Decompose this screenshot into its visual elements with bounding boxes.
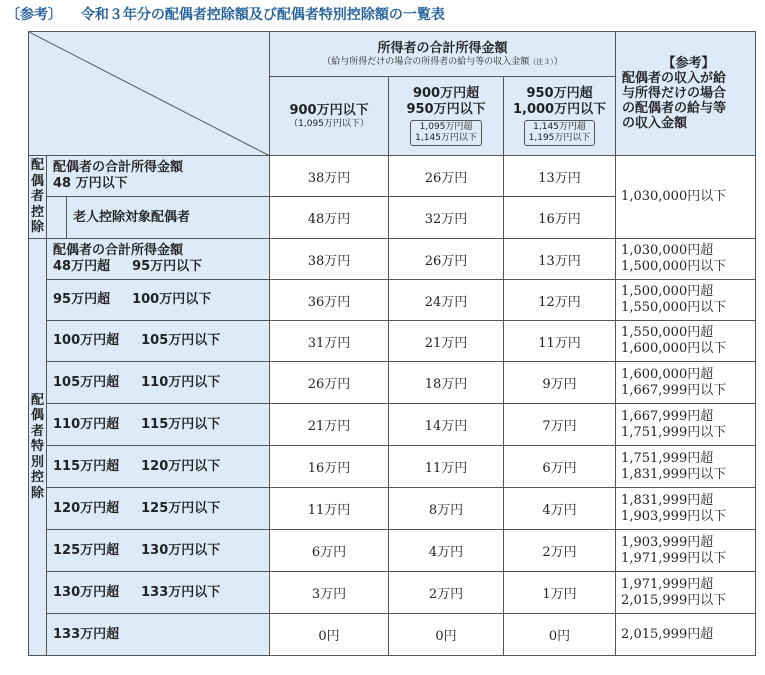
spouse-indent-cell bbox=[47, 197, 67, 239]
special-range-label: 95万円超 100万円以下 bbox=[47, 280, 270, 321]
title-reference-label: 〔参考〕 bbox=[6, 7, 62, 23]
special-reference-value: 1,667,999円超 1,751,999円以下 bbox=[616, 404, 756, 446]
column-header-1-main: 900万円以下 bbox=[289, 102, 369, 118]
special-deduction-value: 14万円 bbox=[389, 404, 504, 446]
special-reference-value: 1,600,000円超 1,667,999円以下 bbox=[616, 362, 756, 404]
special-deduction-value: 9万円 bbox=[504, 362, 616, 404]
special-range-label: 100万円超 105万円以下 bbox=[47, 321, 270, 362]
income-header-title: 所得者の合計所得金額 bbox=[377, 40, 508, 56]
income-header-note: （注３） bbox=[529, 57, 554, 66]
special-deduction-value: 24万円 bbox=[389, 280, 504, 321]
spouse-income-label bbox=[47, 156, 270, 197]
special-deduction-value: 12万円 bbox=[504, 280, 616, 321]
column-header-1-sub: （1,095万円以下） bbox=[289, 118, 369, 129]
elderly-deduction-value: 48万円 bbox=[270, 197, 389, 239]
special-deduction-value: 31万円 bbox=[270, 321, 389, 362]
special-deduction-value: 6万円 bbox=[270, 530, 389, 572]
special-deduction-value: 4万円 bbox=[389, 530, 504, 572]
special-reference-value: 1,903,999円超 1,971,999円以下 bbox=[616, 530, 756, 572]
elderly-deduction-value: 32万円 bbox=[389, 197, 504, 239]
special-deduction-value: 11万円 bbox=[389, 446, 504, 488]
income-header-sub: （給与所得だけの場合の所得者の給与等の収入金額$^{(注3)}$） bbox=[322, 56, 563, 67]
special-deduction-value: 8万円 bbox=[389, 488, 504, 530]
spouse-income-label-line-1: 配偶者の合計所得金額 bbox=[53, 160, 184, 175]
special-range-label: 110万円超 115万円以下 bbox=[47, 404, 270, 446]
special-deduction-value: 1万円 bbox=[504, 572, 616, 614]
special-deduction-value: 0円 bbox=[270, 614, 389, 656]
spouse-deduction-value: 26万円 bbox=[389, 156, 504, 197]
header-corner-cell bbox=[29, 32, 270, 156]
special-deduction-group-label: 配 偶 者 特 別 控 除 bbox=[29, 239, 47, 656]
special-range-label: 130万円超 133万円以下 bbox=[47, 572, 270, 614]
column-header-2 bbox=[389, 77, 504, 156]
column-header-2-main-1: 900万円超 bbox=[412, 86, 480, 101]
special-deduction-value: 0円 bbox=[504, 614, 616, 656]
special-reference-value: 1,500,000円超 1,550,000円以下 bbox=[616, 280, 756, 321]
special-reference-value: 1,030,000円超 1,500,000円以下 bbox=[616, 239, 756, 280]
special-reference-value: 1,751,999円超 1,831,999円以下 bbox=[616, 446, 756, 488]
special-deduction-value: 18万円 bbox=[389, 362, 504, 404]
special-deduction-value: 13万円 bbox=[504, 239, 616, 280]
special-deduction-value: 2万円 bbox=[504, 530, 616, 572]
special-range-label: 115万円超 120万円以下 bbox=[47, 446, 270, 488]
special-range-label: 120万円超 125万円以下 bbox=[47, 488, 270, 530]
column-header-3-main-1: 950万円超 bbox=[526, 86, 593, 101]
special-deduction-value: 6万円 bbox=[504, 446, 616, 488]
elderly-spouse-label: 老人控除対象配偶者 bbox=[67, 197, 270, 239]
spouse-deduction-group-label: 配 偶 者 控 除 bbox=[29, 156, 47, 239]
reference-header-line-1: 【参考】 bbox=[662, 56, 715, 71]
elderly-deduction-value: 16万円 bbox=[504, 197, 616, 239]
special-range-label: 配偶者の合計所得金額 48万円超 95万円以下 bbox=[47, 239, 270, 280]
special-reference-value: 1,550,000円超 1,600,000円以下 bbox=[616, 321, 756, 362]
title-text: 令和３年分の配偶者控除額及び配偶者特別控除額の一覧表 bbox=[80, 7, 445, 23]
column-header-1 bbox=[270, 77, 389, 156]
special-reference-value: 1,831,999円超 1,903,999円以下 bbox=[616, 488, 756, 530]
spouse-income-label-line-2: 48 万円以下 bbox=[53, 176, 128, 191]
page-title bbox=[6, 4, 445, 26]
special-deduction-value: 16万円 bbox=[270, 446, 389, 488]
special-range-label: 105万円超 110万円以下 bbox=[47, 362, 270, 404]
special-deduction-value: 4万円 bbox=[504, 488, 616, 530]
special-deduction-value: 7万円 bbox=[504, 404, 616, 446]
special-range-label: 133万円超 bbox=[47, 614, 270, 656]
reference-header-line-3: 与所得だけの場合 bbox=[622, 86, 727, 101]
column-header-3 bbox=[504, 77, 616, 156]
column-header-3-main-2: 1,000万円以下 bbox=[512, 102, 607, 117]
special-deduction-value: 11万円 bbox=[504, 321, 616, 362]
reference-header bbox=[616, 32, 756, 156]
reference-header-line-5: の収入金額 bbox=[622, 116, 688, 131]
column-header-2-sub: 1,095万円超 1,145万円以下 bbox=[410, 120, 482, 146]
reference-header-line-4: の配偶者の給与等 bbox=[622, 101, 727, 116]
column-header-3-sub: 1,145万円超 1,195万円以下 bbox=[524, 120, 596, 146]
special-deduction-value: 26万円 bbox=[270, 362, 389, 404]
special-reference-value: 1,971,999円超 2,015,999円以下 bbox=[616, 572, 756, 614]
special-deduction-value: 2万円 bbox=[389, 572, 504, 614]
spouse-deduction-value: 13万円 bbox=[504, 156, 616, 197]
special-deduction-value: 26万円 bbox=[389, 239, 504, 280]
income-header bbox=[270, 32, 616, 77]
special-deduction-value: 38万円 bbox=[270, 239, 389, 280]
diagonal-line bbox=[29, 32, 270, 156]
reference-header-line-2: 配偶者の収入が給 bbox=[622, 71, 727, 86]
special-deduction-value: 36万円 bbox=[270, 280, 389, 321]
column-header-2-main-2: 950万円以下 bbox=[406, 102, 486, 117]
deduction-table bbox=[28, 31, 756, 656]
special-reference-value: 2,015,999円超 bbox=[616, 614, 756, 656]
special-deduction-value: 21万円 bbox=[389, 321, 504, 362]
special-range-label: 125万円超 130万円以下 bbox=[47, 530, 270, 572]
special-deduction-value: 0円 bbox=[389, 614, 504, 656]
spouse-reference-value: 1,030,000円以下 bbox=[616, 156, 756, 239]
spouse-deduction-value: 38万円 bbox=[270, 156, 389, 197]
special-deduction-value: 3万円 bbox=[270, 572, 389, 614]
special-range-label-heading: 配偶者の合計所得金額 bbox=[53, 243, 184, 258]
special-deduction-value: 21万円 bbox=[270, 404, 389, 446]
special-deduction-value: 11万円 bbox=[270, 488, 389, 530]
